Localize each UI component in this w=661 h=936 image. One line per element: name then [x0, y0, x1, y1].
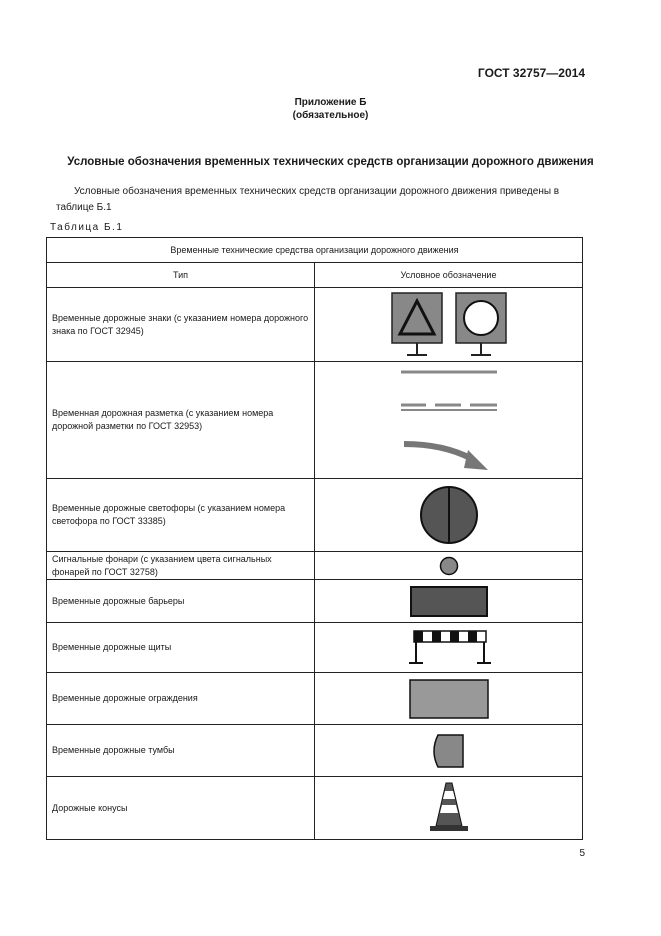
section-title: Условные обозначения временных технических средств организации дорожного движения	[67, 156, 594, 168]
temporary-road-marking-icon	[384, 364, 514, 477]
table-row	[47, 362, 583, 479]
appendix-status: (обязательное)	[292, 110, 369, 121]
table-row	[47, 623, 583, 673]
table-row	[47, 673, 583, 725]
table-header-row	[47, 263, 583, 288]
page-number: 5	[579, 848, 585, 859]
road-bollard-icon	[384, 730, 514, 772]
row-symbol	[315, 580, 583, 623]
row-symbol	[315, 777, 583, 840]
symbols-table	[46, 237, 583, 840]
row-type: Временные дорожные барьеры	[47, 580, 315, 623]
table-row	[47, 552, 583, 580]
row-symbol	[315, 362, 583, 479]
row-type: Сигнальные фонари (с указанием цвета сигнальных фонарей по ГОСТ 32758)	[47, 552, 315, 580]
table-row	[47, 580, 583, 623]
table-row	[47, 288, 583, 362]
row-type: Временные дорожные ограждения	[47, 673, 315, 725]
temporary-road-signs-icon	[384, 291, 514, 359]
row-symbol	[315, 288, 583, 362]
row-type: Временные дорожные светофоры (с указанием номера светофора по ГОСТ 33385)	[47, 479, 315, 552]
row-symbol	[315, 673, 583, 725]
road-barrier-icon	[384, 583, 514, 619]
row-symbol	[315, 479, 583, 552]
row-symbol	[315, 725, 583, 777]
row-type: Временные дорожные щиты	[47, 623, 315, 673]
road-shield-icon	[384, 627, 514, 669]
intro-paragraph: Условные обозначения временных технических средств организации дорожного движения приведены в таблице Б.1	[56, 186, 560, 213]
standard-number: ГОСТ 32757—2014	[477, 66, 585, 80]
row-type: Дорожные конусы	[47, 777, 315, 840]
table-row	[47, 725, 583, 777]
table-row	[47, 777, 583, 840]
table-title-row	[47, 238, 583, 263]
row-symbol	[315, 552, 583, 580]
column-header-symbol: Условное обозначение	[315, 263, 583, 288]
row-type: Временные дорожные тумбы	[47, 725, 315, 777]
column-header-type: Тип	[47, 263, 315, 288]
row-type: Временная дорожная разметка (с указанием номера дорожной разметки по ГОСТ 32953)	[47, 362, 315, 479]
traffic-cone-icon	[384, 779, 514, 837]
road-fence-icon	[384, 676, 514, 722]
traffic-light-icon	[384, 482, 514, 548]
appendix-title: Приложение Б	[294, 97, 367, 108]
table-row	[47, 479, 583, 552]
signal-lamp-icon	[384, 554, 514, 578]
table-caption: Таблица Б.1	[50, 222, 124, 233]
row-symbol	[315, 623, 583, 673]
table-title: Временные технические средства организации дорожного движения	[47, 238, 583, 263]
row-type: Временные дорожные знаки (с указанием номера дорожного знака по ГОСТ 32945)	[47, 288, 315, 362]
